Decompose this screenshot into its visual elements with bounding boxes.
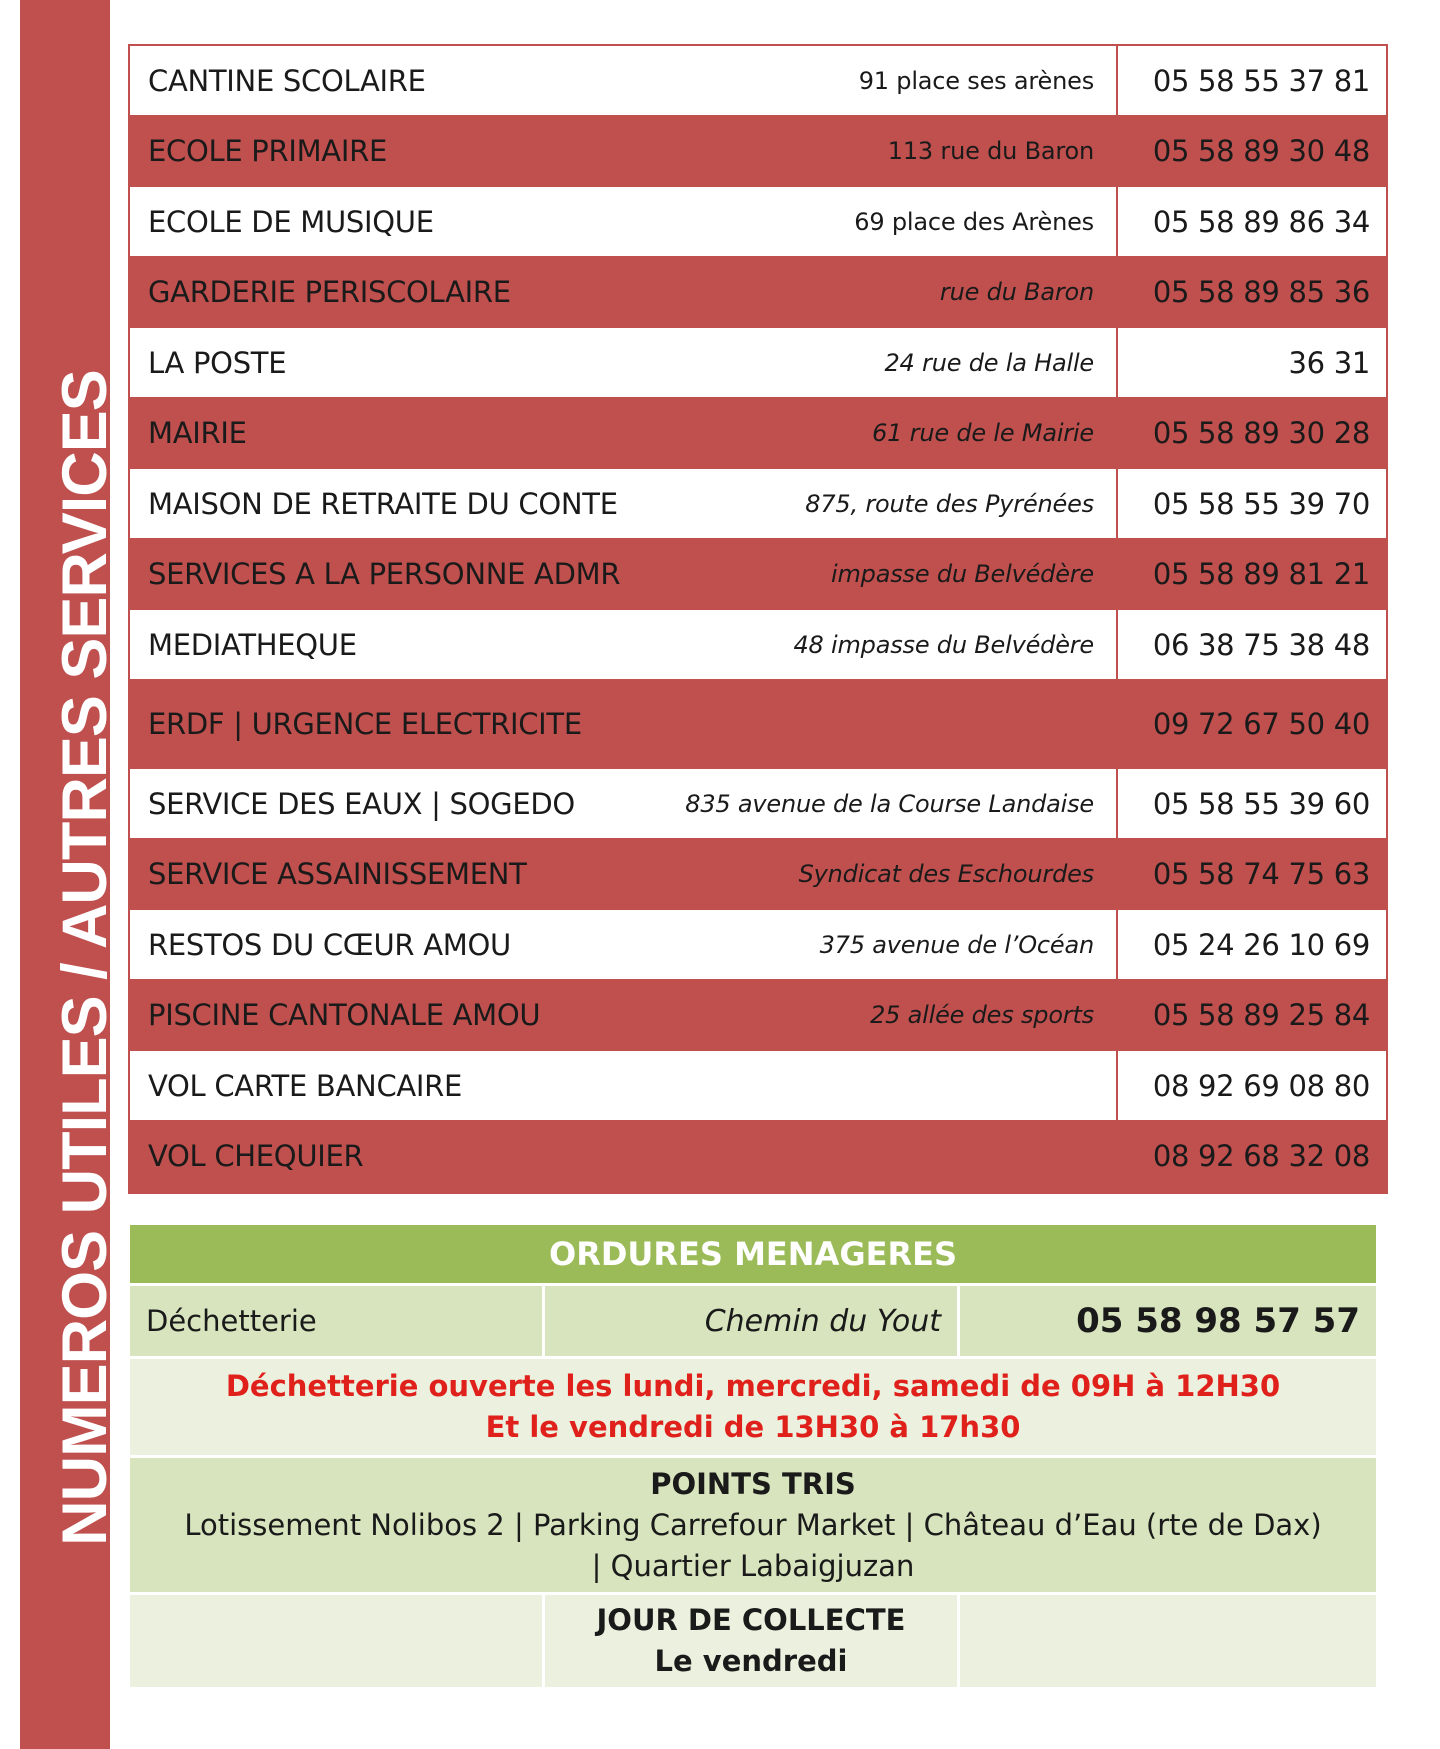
service-address: 25 allée des sports <box>870 1001 1094 1029</box>
collecte-row <box>130 1592 1376 1687</box>
service-name: VOL CHEQUIER <box>148 1139 364 1173</box>
service-address: 61 rue de le Mairie <box>872 419 1094 447</box>
service-phone: 05 58 55 39 60 <box>1152 786 1370 821</box>
service-phone: 05 58 89 25 84 <box>1152 998 1370 1032</box>
table-row <box>130 769 1386 838</box>
service-name: SERVICE DES EAUX | SOGEDO <box>148 786 575 821</box>
collecte-title: JOUR DE COLLECTE <box>596 1603 906 1637</box>
service-name: GARDERIE PERISCOLAIRE <box>148 275 511 309</box>
table-row <box>130 910 1386 979</box>
table-row <box>130 46 1386 115</box>
service-name: RESTOS DU CŒUR AMOU <box>148 927 511 962</box>
service-phone: 09 72 67 50 40 <box>1152 707 1370 741</box>
table-row <box>130 469 1386 538</box>
service-phone: 06 38 75 38 48 <box>1152 627 1370 662</box>
divider <box>1116 187 1118 256</box>
service-address: 91 place ses arènes <box>858 66 1094 95</box>
divider <box>1116 328 1118 397</box>
waste-title: ORDURES MENAGERES <box>130 1225 1376 1283</box>
dechetterie-row <box>130 1283 1376 1356</box>
table-row <box>130 328 1386 397</box>
points-tris-list: Lotissement Nolibos 2 | Parking Carrefour Market | Château d’Eau (rte de Dax) | Quartier Labaigjuzan <box>184 1507 1322 1583</box>
service-name: LA POSTE <box>148 345 287 380</box>
divider <box>1116 1051 1118 1120</box>
service-address: 69 place des Arènes <box>854 207 1094 236</box>
service-phone: 36 31 <box>1288 345 1370 380</box>
dechetterie-phone: 05 58 98 57 57 <box>960 1286 1376 1356</box>
service-address: impasse du Belvédère <box>831 560 1094 588</box>
table-row <box>130 610 1386 679</box>
points-tris-title: POINTS TRIS <box>650 1466 856 1501</box>
service-address: 48 impasse du Belvédère <box>793 630 1094 659</box>
service-name: MEDIATHEQUE <box>148 627 357 662</box>
service-name: VOL CARTE BANCAIRE <box>148 1068 463 1103</box>
service-name: ERDF | URGENCE ELECTRICITE <box>148 707 582 741</box>
divider <box>1116 769 1118 838</box>
service-name: PISCINE CANTONALE AMOU <box>148 998 541 1032</box>
service-name: ECOLE DE MUSIQUE <box>148 204 434 239</box>
collecte-cell <box>545 1595 960 1687</box>
empty-cell <box>960 1595 1376 1687</box>
service-address: Syndicat des Eschourdes <box>798 860 1094 888</box>
service-address: 375 avenue de l’Océan <box>819 930 1094 959</box>
opening-hours-line: Déchetterie ouverte les lundi, mercredi, samedi de 09H à 12H30 <box>225 1369 1281 1403</box>
divider <box>1116 46 1118 115</box>
hours-row <box>130 1356 1376 1455</box>
sidebar-title: NUMEROS UTILES / AUTRES SERVICES <box>50 370 120 1546</box>
service-address: 875, route des Pyrénées <box>805 489 1094 518</box>
service-name: MAISON DE RETRAITE DU CONTE <box>148 486 618 521</box>
table-row <box>130 1051 1386 1120</box>
empty-cell <box>130 1595 545 1687</box>
service-phone: 05 24 26 10 69 <box>1152 927 1370 962</box>
table-row <box>130 679 1386 769</box>
dechetterie-name: Déchetterie <box>130 1286 545 1356</box>
table-row <box>130 397 1386 469</box>
table-row <box>130 1120 1386 1192</box>
table-row <box>130 256 1386 328</box>
service-address: rue du Baron <box>939 278 1094 306</box>
table-row <box>130 838 1386 910</box>
points-tris-row <box>130 1455 1376 1592</box>
service-phone: 05 58 74 75 63 <box>1152 857 1370 891</box>
service-address: 835 avenue de la Course Landaise <box>685 789 1094 818</box>
service-phone: 05 58 89 85 36 <box>1152 275 1370 309</box>
waste-section <box>130 1225 1376 1687</box>
service-phone: 05 58 89 30 48 <box>1152 134 1370 168</box>
divider <box>1116 469 1118 538</box>
service-name: CANTINE SCOLAIRE <box>148 63 426 98</box>
table-row <box>130 538 1386 610</box>
opening-hours-line: Et le vendredi de 13H30 à 17h30 <box>485 1410 1021 1444</box>
table-row <box>130 979 1386 1051</box>
opening-hours <box>130 1359 1376 1455</box>
service-phone: 05 58 55 37 81 <box>1152 63 1370 98</box>
service-phone: 05 58 55 39 70 <box>1152 486 1370 521</box>
divider <box>1116 610 1118 679</box>
collecte-day: Le vendredi <box>654 1644 848 1678</box>
points-tris <box>130 1458 1376 1592</box>
divider <box>1116 910 1118 979</box>
service-phone: 05 58 89 30 28 <box>1152 416 1370 450</box>
service-name: MAIRIE <box>148 416 247 450</box>
service-address: 113 rue du Baron <box>887 137 1094 165</box>
dechetterie-address: Chemin du Yout <box>545 1286 960 1356</box>
service-phone: 05 58 89 86 34 <box>1152 204 1370 239</box>
service-phone: 05 58 89 81 21 <box>1152 557 1370 591</box>
service-name: SERVICES A LA PERSONNE ADMR <box>148 557 621 591</box>
contacts-table <box>128 44 1388 1194</box>
table-row <box>130 187 1386 256</box>
service-phone: 08 92 69 08 80 <box>1152 1068 1370 1103</box>
table-row <box>130 115 1386 187</box>
service-name: SERVICE ASSAINISSEMENT <box>148 857 527 891</box>
service-address: 24 rue de la Halle <box>884 348 1094 377</box>
service-name: ECOLE PRIMAIRE <box>148 134 387 168</box>
service-phone: 08 92 68 32 08 <box>1152 1139 1370 1173</box>
sidebar <box>20 0 120 1749</box>
